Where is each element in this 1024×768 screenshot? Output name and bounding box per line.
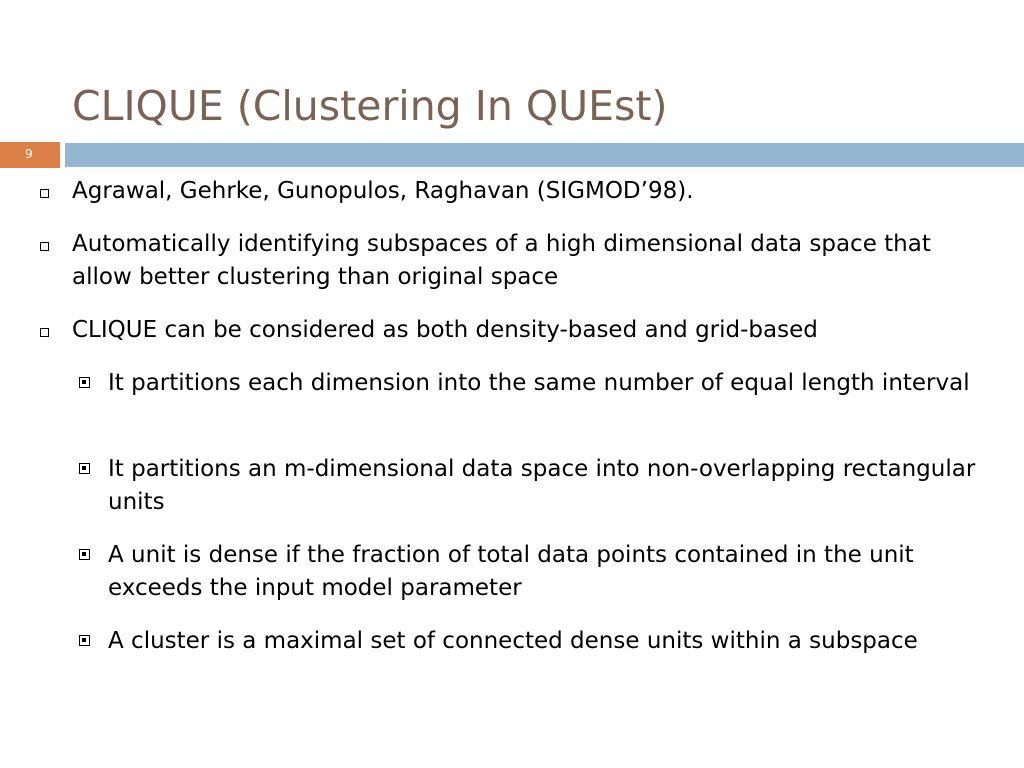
slide-number-badge (0, 142, 60, 168)
sub-bullet-item: A cluster is a maximal set of connected dense units within a subspace (108, 628, 918, 654)
sub-bullet-item: A unit is dense if the fraction of total data points contained in the unit exceeds the input model parameter (108, 542, 914, 601)
sub-bullet-item: It partitions an m-dimensional data space into non-overlapping rectangular units (108, 456, 976, 515)
hollow-square-bullet-icon (40, 189, 49, 198)
bullet-item: Automatically identifying subspaces of a high dimensional data space that allow better clustering than original space (72, 231, 931, 290)
hollow-square-bullet-icon (40, 242, 49, 251)
slide-title: CLIQUE (Clustering In QUEst) (72, 82, 668, 130)
sub-bullet-item: It partitions each dimension into the same number of equal length interval (108, 370, 970, 396)
filled-square-bullet-icon (79, 377, 90, 388)
bullet-item: Agrawal, Gehrke, Gunopulos, Raghavan (SIGMOD’98). (72, 178, 694, 204)
filled-square-bullet-icon (79, 549, 90, 560)
bullet-item: CLIQUE can be considered as both density-based and grid-based (72, 317, 818, 343)
filled-square-bullet-icon (79, 635, 90, 646)
hollow-square-bullet-icon (40, 328, 49, 337)
title-accent-bar (65, 143, 1024, 167)
filled-square-bullet-icon (79, 463, 90, 474)
slide-number: 9 (25, 147, 33, 161)
